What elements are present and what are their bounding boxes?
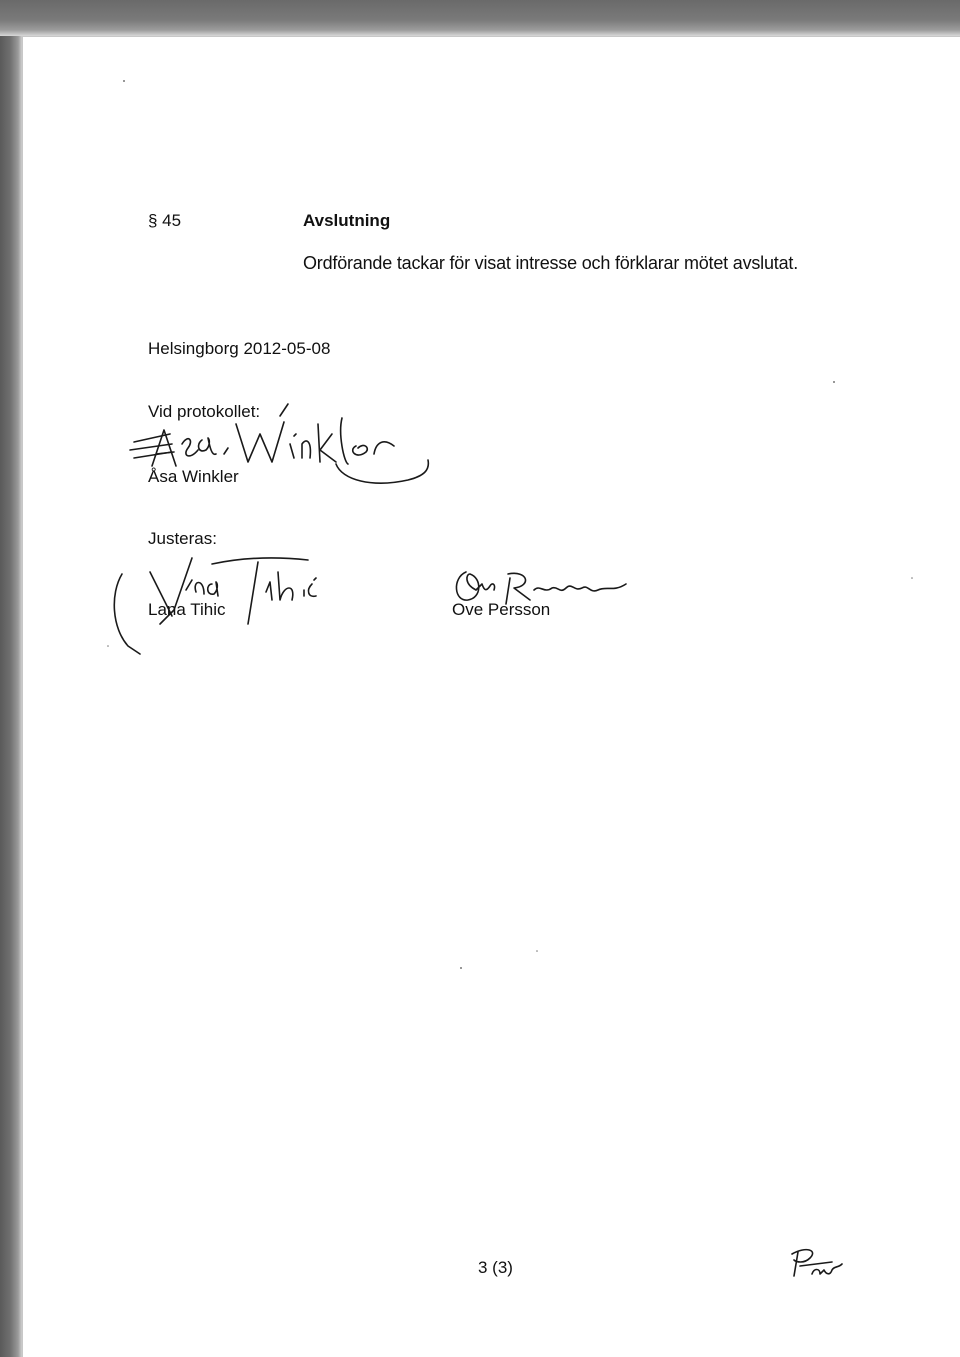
adjusted-label: Justeras: xyxy=(148,529,217,548)
signature-tihic xyxy=(100,544,360,656)
adjuster-2-name: Ove Persson xyxy=(452,600,551,619)
secretary-name: Åsa Winkler xyxy=(148,467,239,486)
signature-initials xyxy=(786,1244,846,1284)
place-date: Helsingborg 2012-05-08 xyxy=(148,339,331,358)
adjuster-1-name: Lana Tihic xyxy=(148,600,226,619)
section-text: Ordförande tackar för visat intresse och förklarar mötet avslutat. xyxy=(303,253,799,273)
section-number: § 45 xyxy=(148,211,182,230)
protocol-label: Vid protokollet: xyxy=(148,402,261,421)
signature-winkler xyxy=(112,404,432,496)
page-number: 3 (3) xyxy=(478,1258,513,1277)
section-title: Avslutning xyxy=(303,211,391,230)
